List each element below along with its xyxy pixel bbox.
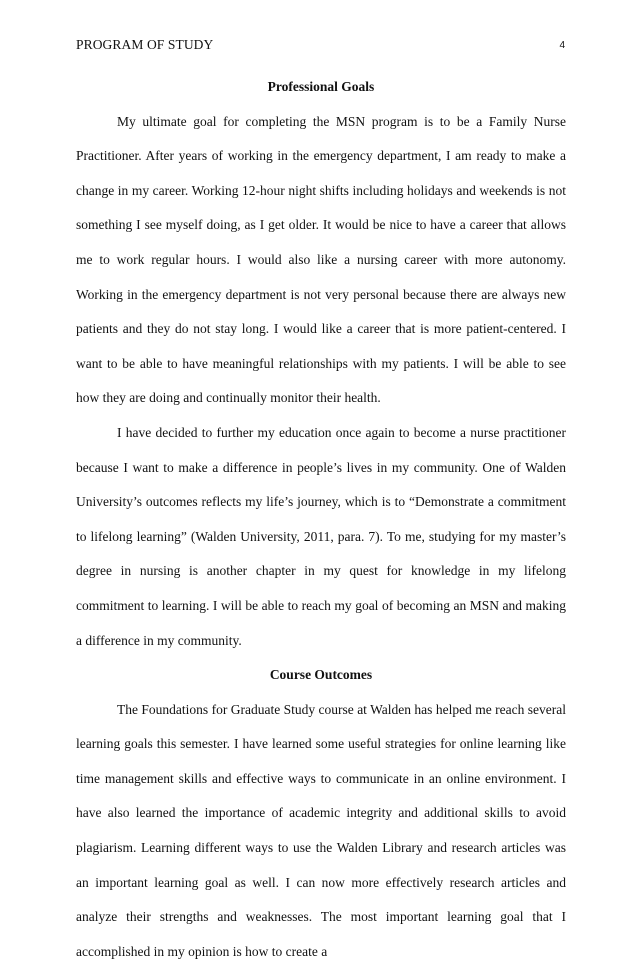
section-heading-professional-goals: Professional Goals	[267, 79, 375, 94]
page-number: 4	[559, 40, 565, 51]
paragraph: I have decided to further my education once again to become a nurse practitioner because I want to make a difference in people’s lives in my community. One of Walden University’s outcomes reflects my life’s journey, which is to “Demonstrate a commitment to lifelong learning” (Walden University, 2011, para. 7). To me, studying for my master’s degree in nursing is another chapter in my quest for knowledge in my lifelong commitment to learning. I will be able to reach my goal of becoming an MSN and making a difference in my community.	[76, 424, 566, 648]
running-head: PROGRAM OF STUDY	[76, 37, 214, 52]
paragraph: My ultimate goal for completing the MSN program is to be a Family Nurse Practitioner. After years of working in the emergency department, I am ready to make a change in my career. Working 12-hour night shifts including holidays and weekends is not something I see myself doing, as I get older. It would be nice to have a career that allows me to work regular hours. I would also like a nursing career with more autonomy. Working in the emergency department is not very personal because there are always new patients and they do not stay long. I would like a career that is more patient-centered. I want to be able to have meaningful relationships with my patients. I will be able to see how they are doing and continually monitor their health.	[76, 113, 566, 406]
body-text	[76, 70, 566, 969]
section-heading-course-outcomes: Course Outcomes	[269, 667, 373, 683]
paragraph: The Foundations for Graduate Study course at Walden has helped me reach several learning goals this semester. I have learned some useful strategies for online learning like time management skills and effective ways to communicate in an online environment. I have also learned the importance of academic integrity and additional skills to avoid plagiarism. Learning different ways to use the Walden Library and research articles was an important learning goal as well. I can now more effectively research articles and analyze their strengths and weaknesses. The most important learning goal that I accomplished in my opinion is how to create a	[76, 701, 566, 959]
